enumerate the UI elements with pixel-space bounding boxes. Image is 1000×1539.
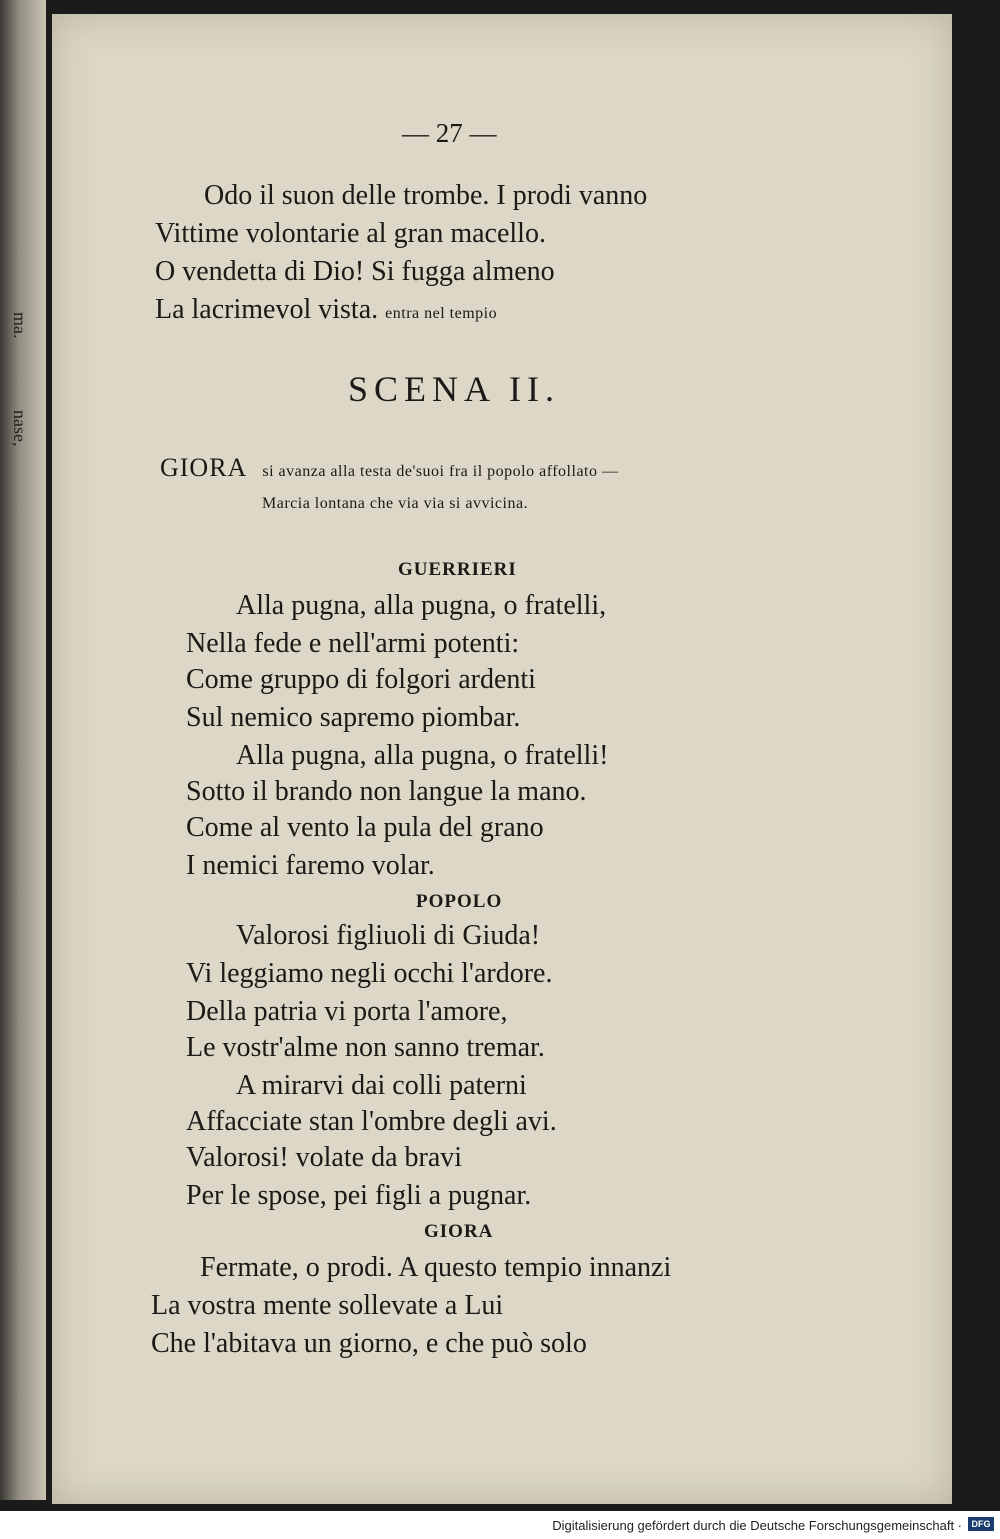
verse-line: Vittime volontarie al gran macello. bbox=[155, 218, 546, 249]
digitization-footer bbox=[0, 1511, 1000, 1539]
verse-line: Alla pugna, alla pugna, o fratelli! bbox=[236, 740, 609, 771]
verse-line: Come al vento la pula del grano bbox=[186, 812, 544, 843]
verse-line: Vi leggiamo negli occhi l'ardore. bbox=[186, 958, 553, 989]
verse-line: Come gruppo di folgori ardenti bbox=[186, 664, 536, 695]
speaker-label: GUERRIERI bbox=[398, 559, 517, 580]
verse-line: Fermate, o prodi. A questo tempio innanzi bbox=[200, 1252, 672, 1283]
book-page bbox=[52, 14, 952, 1504]
scene-direction bbox=[160, 454, 619, 482]
facing-page-fragment: nase, bbox=[10, 410, 30, 447]
facing-page-fragment: ma. bbox=[10, 312, 30, 339]
verse-line: Nella fede e nell'armi potenti: bbox=[186, 628, 520, 659]
verse-line: Affacciate stan l'ombre degli avi. bbox=[186, 1106, 557, 1137]
page-number: — 27 — bbox=[402, 118, 497, 148]
verse-line-with-stage-direction bbox=[155, 296, 497, 324]
verse-line: Valorosi! volate da bravi bbox=[186, 1142, 463, 1173]
dfg-logo-icon: DFG bbox=[968, 1517, 994, 1531]
stage-direction: entra nel tempio bbox=[385, 305, 498, 322]
verse-line: Sul nemico sapremo piombar. bbox=[186, 702, 521, 733]
stage-direction: si avanza alla testa de'suoi fra il popolo affollato — bbox=[262, 463, 619, 480]
verse-line: O vendetta di Dio! Si fugga almeno bbox=[155, 256, 555, 287]
verse-line: Che l'abitava un giorno, e che può solo bbox=[151, 1328, 587, 1359]
scene-title: SCENA II. bbox=[348, 369, 561, 409]
verse-line: Sotto il brando non langue la mano. bbox=[186, 776, 587, 807]
verse-line: La vostra mente sollevate a Lui bbox=[151, 1290, 504, 1321]
verse-line: Alla pugna, alla pugna, o fratelli, bbox=[236, 590, 607, 621]
verse-line: Per le spose, pei figli a pugnar. bbox=[186, 1180, 532, 1211]
facing-page-edge bbox=[0, 0, 46, 1500]
verse-line: Della patria vi porta l'amore, bbox=[186, 996, 508, 1027]
funding-credit: Digitalisierung gefördert durch die Deutsche Forschungsgemeinschaft · bbox=[552, 1518, 962, 1533]
verse-line: Odo il suon delle trombe. I prodi vanno bbox=[204, 180, 648, 211]
speaker-label: POPOLO bbox=[416, 891, 503, 912]
verse-line: A mirarvi dai colli paterni bbox=[236, 1070, 527, 1101]
verse-line: Le vostr'alme non sanno tremar. bbox=[186, 1032, 545, 1063]
character-name: GIORA bbox=[160, 453, 248, 482]
speaker-label: GIORA bbox=[424, 1221, 494, 1242]
stage-direction: Marcia lontana che via via si avvicina. bbox=[262, 495, 529, 512]
verse-line: Valorosi figliuoli di Giuda! bbox=[236, 920, 541, 951]
verse-text: La lacrimevol vista. bbox=[155, 294, 379, 325]
verse-line: I nemici faremo volar. bbox=[186, 850, 435, 881]
